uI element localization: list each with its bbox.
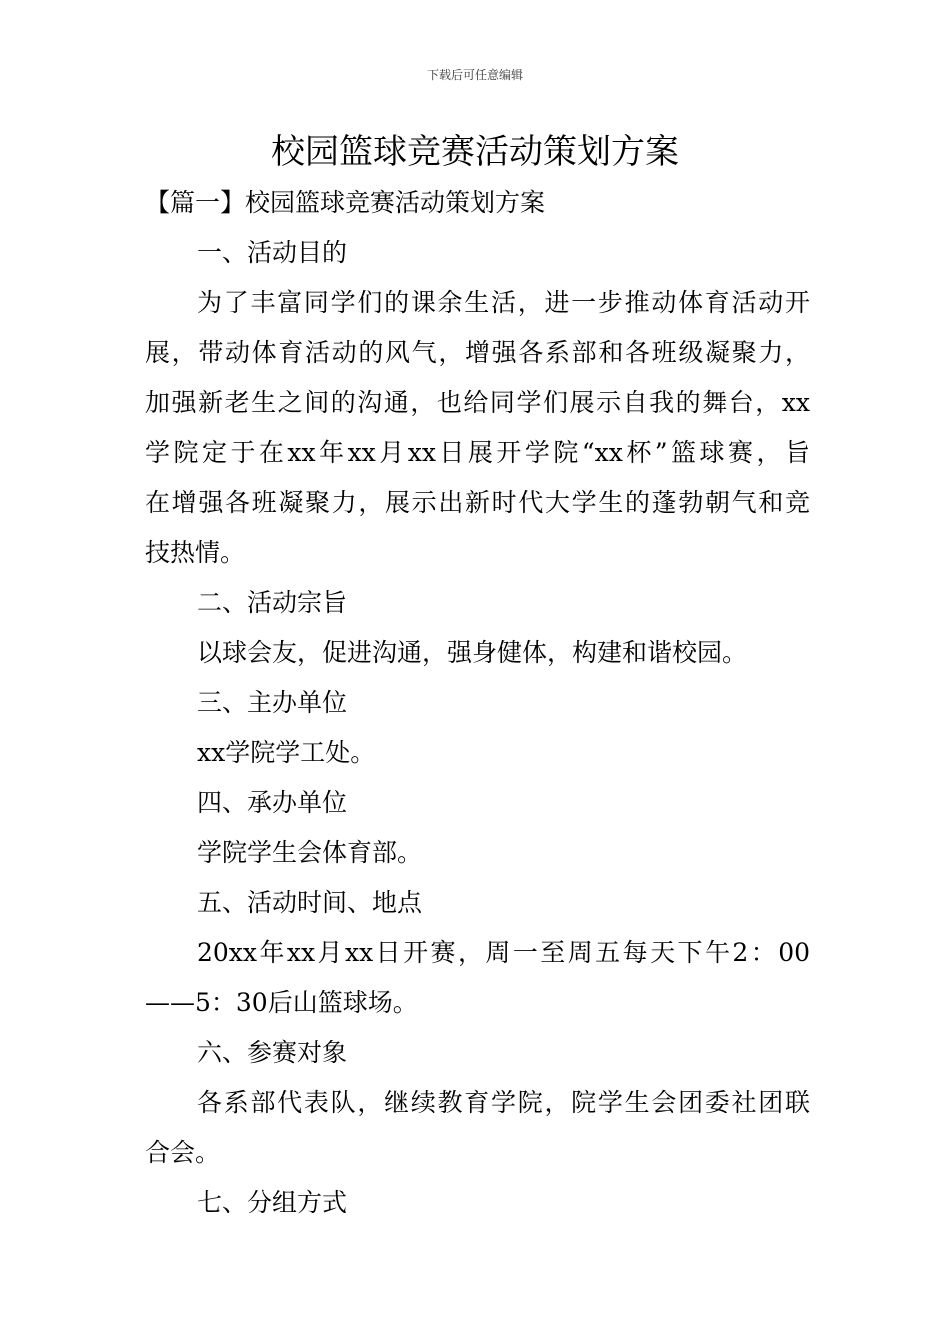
document-line: 学院定于在xx年xx月xx日展开学院“xx杯”篮球赛，旨 [145,438,810,467]
document-line: 一、活动目的 [197,238,348,267]
document-line: ——5：30后山篮球场。 [145,988,418,1017]
document-body [145,178,810,1228]
document-line: 六、参赛对象 [197,1038,348,1067]
document-line: 为了丰富同学们的课余生活，进一步推动体育活动开 [197,288,810,317]
document-line: 合会。 [145,1138,221,1167]
page-header-note: 下载后可任意编辑 [426,68,523,82]
document-line: 加强新老生之间的沟通，也给同学们展示自我的舞台，xx [145,388,810,417]
document-line: xx学院学工处。 [197,738,376,767]
document-line: 以球会友，促进沟通，强身健体，构建和谐校园。 [197,638,748,667]
document-line: 展，带动体育活动的风气，增强各系部和各班级凝聚力， [145,338,810,367]
document-line: 技热情。 [145,538,246,567]
document-line: 三、主办单位 [197,688,348,717]
document-line: 各系部代表队，继续教育学院，院学生会团委社团联 [197,1088,810,1117]
document-line: 在增强各班凝聚力，展示出新时代大学生的蓬勃朝气和竞 [145,488,810,517]
document-line: 五、活动时间、地点 [197,888,423,917]
document-line: 学院学生会体育部。 [197,838,423,867]
document-title: 校园篮球竞赛活动策划方案 [271,132,679,172]
document-line: 20xx年xx月xx日开赛，周一至周五每天下午2：00 [197,938,810,967]
document-line: 七、分组方式 [197,1188,348,1217]
document-line: 【篇一】校园篮球竞赛活动策划方案 [145,188,546,217]
document-line: 四、承办单位 [197,788,348,817]
document-line: 二、活动宗旨 [197,588,348,617]
